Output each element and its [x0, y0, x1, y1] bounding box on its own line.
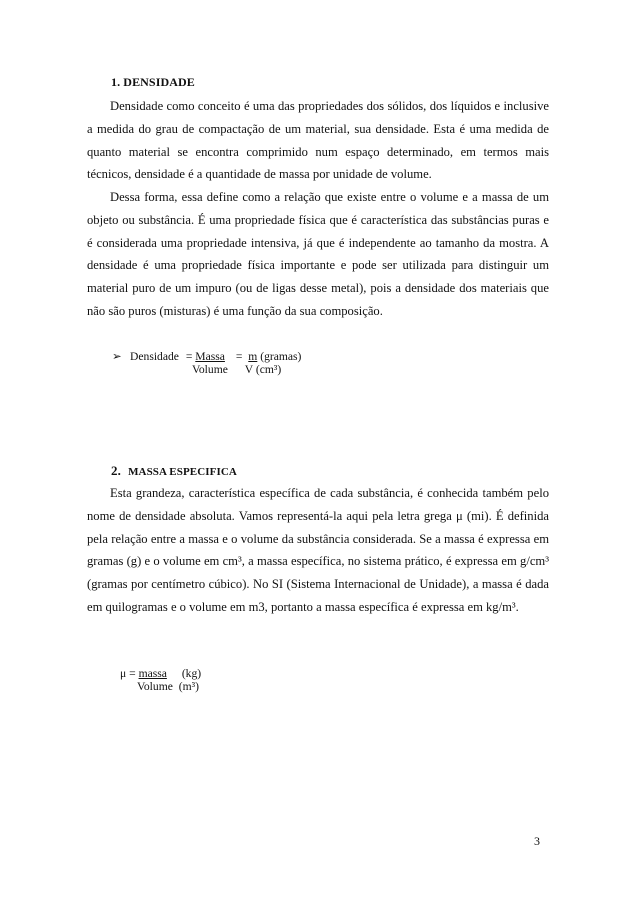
page-number: 3 [534, 834, 540, 848]
section-2-heading: 2. MASSA ESPECIFICA [111, 463, 237, 478]
specific-mass-formula: μ = massa (kg) Volume (m³) [120, 667, 202, 693]
section-1-paragraph-1: Densidade como conceito é uma das propriedades dos sólidos, dos líquidos e inclusive a medida do grau de compactação de um material, sua densidade. Esta é uma medida de quanto material se encontra comprimido num espaço determinado, em termos mais técnicos, densidade é a quantidade de massa por unidade de volume. [87, 99, 549, 182]
section-1-heading: 1. DENSIDADE [111, 75, 195, 89]
arrow-bullet-icon: ➢ [112, 350, 122, 363]
formula-numerator: Massa [195, 350, 225, 363]
formula-label: Densidade [130, 350, 179, 363]
formula-denominator: Volume [192, 363, 228, 376]
formula-numerator: massa [138, 667, 167, 680]
section-2-paragraph: Esta grandeza, característica específica de cada substância, é conhecida também pelo nome de densidade absoluta. Vamos representá-la aqui pela letra grega μ (mi). É definida pela relação entre a massa e o volume da substância considerada. Se a massa é expressa em gramas (g) e o volume em cm³, a massa específica, no sistema prático, é expressa em g/cm³ (gramas por centímetro cúbico). No SI (Sistema Internacional de Unidade), a massa é dada em quilogramas e o volume em m3, portanto a massa específica é expressa em kg/m³. [87, 486, 549, 614]
formula-denominator: Volume [137, 680, 173, 693]
section-1-paragraph-2: Dessa forma, essa define como a relação que existe entre o volume e a massa de um objeto ou substância. É uma propriedade física que é característica das substâncias puras e é considerada uma propriedade intensiva, já que é independente ao tamanho da mostra. A densidade é uma propriedade física importante e pode ser utilizada para distinguir um material puro de um impuro (ou de ligas desse metal), pois a densidade dos materiais que não são puros (misturas) é uma função da sua composição. [87, 190, 549, 318]
density-formula: ➢ Densidade = Massa = m (gramas) Volume V (cm³) [112, 350, 302, 376]
